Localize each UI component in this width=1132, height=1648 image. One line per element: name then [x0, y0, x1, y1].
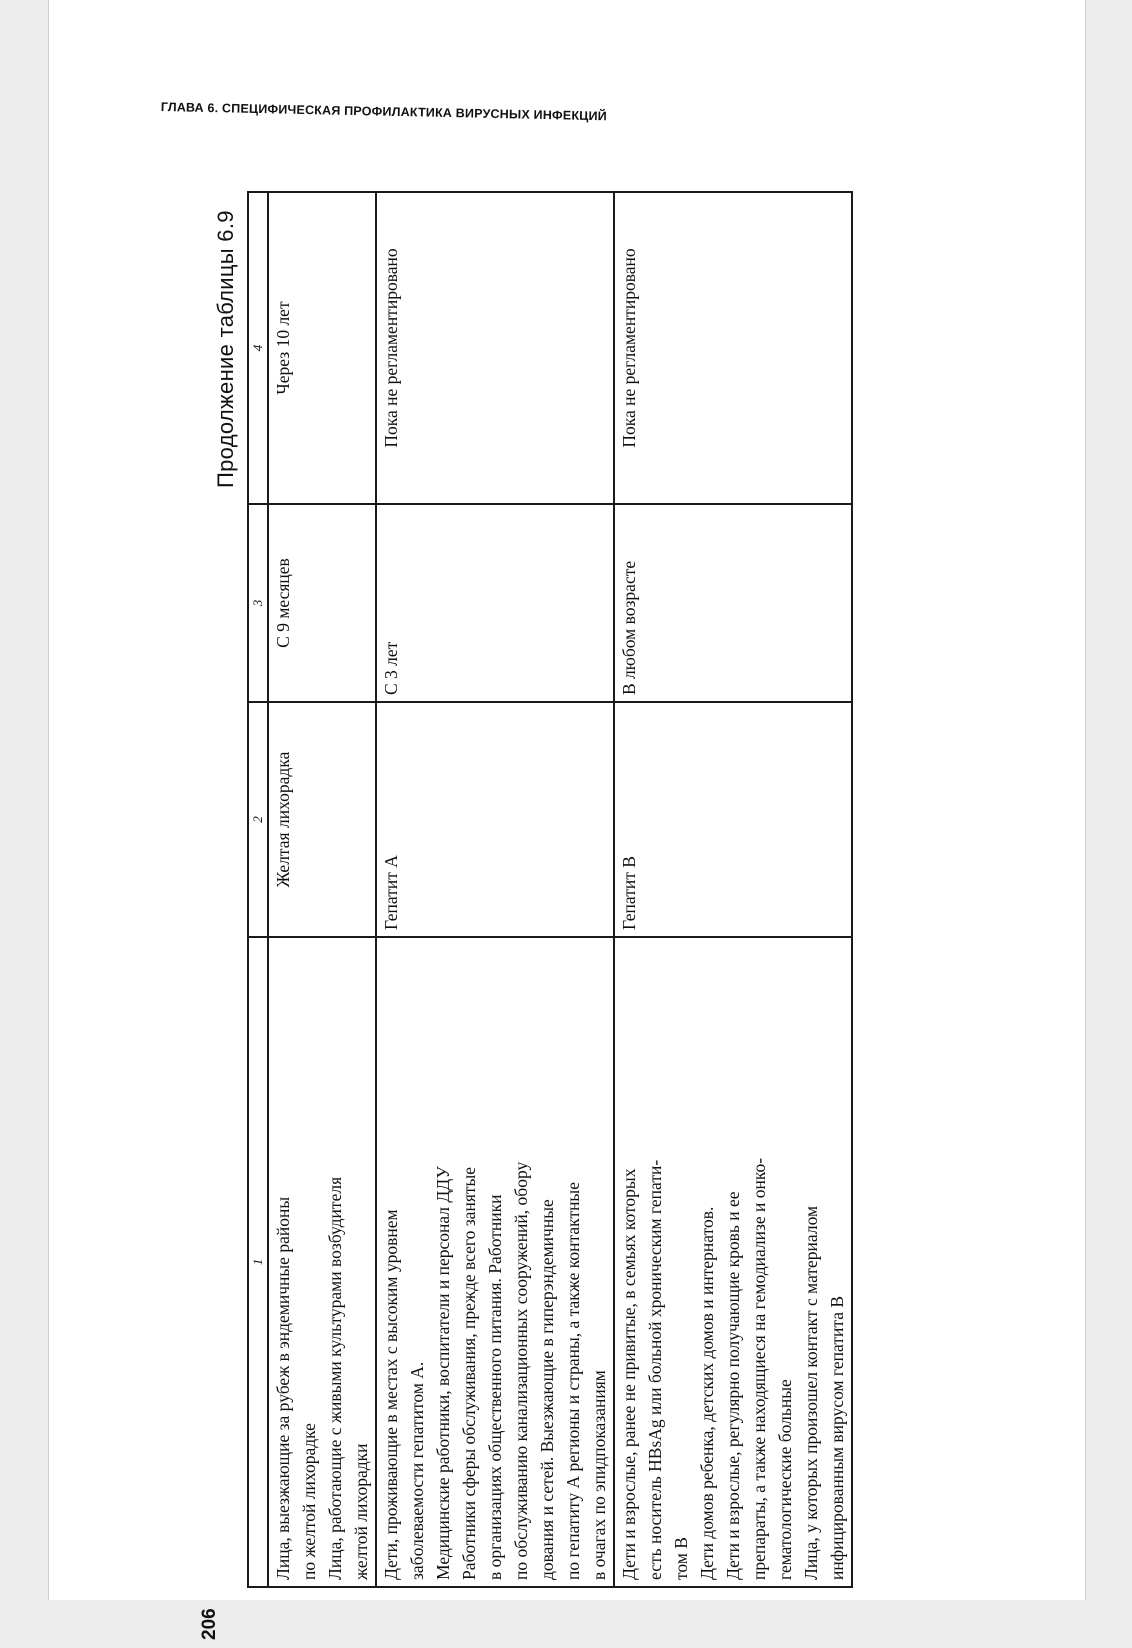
text-line: инфицированным вирусом гепатита В — [827, 1295, 847, 1580]
rotated-page-content — [199, 178, 899, 1648]
text-line: Дети и взрослые, регулярно получающие кровь и ее — [723, 1191, 743, 1580]
text-line: дования и сетей. Выезжающие в гиперэндемичные — [537, 1199, 557, 1580]
table-continuation-caption: Продолжение таблицы 6.9 — [213, 210, 238, 488]
revaccination-cell: Пока не регламентировано — [376, 192, 614, 504]
infection-cell: Гепатит А — [376, 702, 614, 937]
text-line: желтой лихорадки — [351, 1443, 371, 1580]
chapter-running-head: ГЛАВА 6. СПЕЦИФИЧЕСКАЯ ПРОФИЛАКТИКА ВИРУСНЫХ ИНФЕКЦИЙ — [160, 100, 608, 124]
table-header-row — [248, 192, 268, 1587]
infection-cell: Гепатит В — [614, 702, 852, 937]
text-line: препараты, а также находящиеся на гемодиализе и онко- — [749, 1157, 769, 1580]
document-page — [48, 0, 1086, 1640]
text-line: Лица, выезжающие за рубеж в эндемичные районы — [273, 1196, 293, 1580]
text-line: по обслуживанию канализационных сооружений, обору — [511, 1161, 531, 1580]
text-line: Дети, проживающие в местах с высоким уровнем — [381, 1209, 401, 1580]
text-line: по гепатиту А регионы и страны, а также контактные — [563, 1182, 583, 1580]
vaccination-table — [247, 191, 853, 1588]
header-cell: 4 — [248, 192, 268, 504]
risk-groups-cell — [268, 937, 376, 1587]
age-cell: В любом возрасте — [614, 504, 852, 702]
risk-groups-cell — [614, 937, 852, 1587]
text-line: гематологические больные — [775, 1379, 795, 1580]
table-row — [376, 192, 614, 1587]
risk-groups-cell — [376, 937, 614, 1587]
revaccination-cell: Пока не регламентировано — [614, 192, 852, 504]
table-row — [268, 192, 376, 1587]
infection-cell: Желтая лихорадка — [268, 702, 376, 937]
text-line: заболеваемости гепатитом А. — [407, 1361, 427, 1580]
text-line: Дети домов ребенка, детских домов и интернатов. — [697, 1206, 717, 1580]
age-cell: С 3 лет — [376, 504, 614, 702]
text-line: в очагах по эпидпоказаниям — [589, 1370, 609, 1580]
page-number: 206 — [199, 1608, 220, 1640]
text-line: Медицинские работники, воспитатели и персонал ДДУ — [433, 1166, 453, 1580]
text-line: есть носитель HBsAg или больной хроническим гепати- — [645, 1159, 665, 1580]
text-line: Работники сферы обслуживания, прежде всего занятые — [459, 1166, 479, 1580]
header-cell: 3 — [248, 504, 268, 702]
text-line: Лица, у которых произошел контакт с материалом — [801, 1205, 821, 1580]
text-line: Лица, работающие с живыми культурами возбудителя — [325, 1176, 345, 1580]
age-cell: С 9 месяцев — [268, 504, 376, 702]
text-line: том В — [671, 1537, 691, 1580]
text-line: по желтой лихорадке — [299, 1423, 319, 1580]
header-cell: 1 — [248, 937, 268, 1587]
revaccination-cell: Через 10 лет — [268, 192, 376, 504]
text-line: в организациях общественного питания. Работники — [485, 1194, 505, 1580]
text-line: Дети и взрослые, ранее не привитые, в семьях которых — [619, 1168, 639, 1580]
header-cell: 2 — [248, 702, 268, 937]
table-row — [614, 192, 852, 1587]
